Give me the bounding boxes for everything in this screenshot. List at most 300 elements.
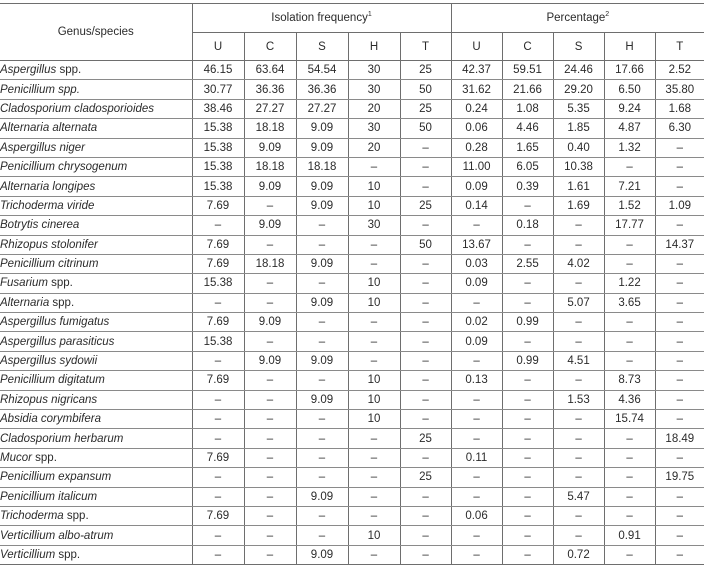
value-cell: 1.52 xyxy=(604,196,655,215)
value-cell: – xyxy=(400,487,451,506)
value-cell: 30 xyxy=(348,80,400,99)
value-cell: – xyxy=(244,390,296,409)
footnote-2-marker: 2 xyxy=(605,11,610,18)
species-name-cell xyxy=(0,506,192,525)
species-suffix: spp. xyxy=(56,64,82,77)
value-cell: 15.38 xyxy=(192,119,244,138)
value-cell: – xyxy=(192,216,244,235)
value-cell: – xyxy=(400,390,451,409)
value-cell: 15.38 xyxy=(192,274,244,293)
value-cell: – xyxy=(655,390,704,409)
value-cell: 10 xyxy=(348,371,400,390)
value-cell: 4.51 xyxy=(553,351,604,370)
species-name-cell xyxy=(0,216,192,235)
value-cell: – xyxy=(244,410,296,429)
value-cell: – xyxy=(655,274,704,293)
value-cell: 1.61 xyxy=(553,177,604,196)
subcol-header: T xyxy=(400,33,451,61)
value-cell: 1.32 xyxy=(604,138,655,157)
species-name-cell xyxy=(0,390,192,409)
species-name: Aspergillus niger xyxy=(0,141,86,154)
value-cell: 27.27 xyxy=(296,99,348,118)
species-name: Alternaria alternata xyxy=(0,122,98,135)
value-cell: – xyxy=(655,410,704,429)
value-cell: – xyxy=(244,448,296,467)
value-cell: 0.06 xyxy=(451,506,502,525)
value-cell: – xyxy=(553,506,604,525)
value-cell: – xyxy=(400,216,451,235)
footnote-1-marker: 1 xyxy=(367,11,372,18)
species-name-cell xyxy=(0,468,192,487)
value-cell: – xyxy=(192,545,244,564)
value-cell: – xyxy=(296,526,348,545)
species-name: Aspergillus sydowii xyxy=(0,355,98,368)
value-cell: – xyxy=(400,254,451,273)
value-cell: – xyxy=(348,254,400,273)
table-row xyxy=(0,410,704,429)
value-cell: – xyxy=(244,468,296,487)
value-cell: – xyxy=(400,332,451,351)
value-cell: 9.09 xyxy=(296,545,348,564)
subcol-header: T xyxy=(655,33,704,61)
species-suffix: spp. xyxy=(55,548,81,561)
value-cell: 9.09 xyxy=(244,351,296,370)
value-cell: 9.09 xyxy=(296,119,348,138)
value-cell: 30 xyxy=(348,216,400,235)
species-name-cell xyxy=(0,448,192,467)
table-row xyxy=(0,254,704,273)
value-cell: 7.21 xyxy=(604,177,655,196)
value-cell: 7.69 xyxy=(192,313,244,332)
value-cell: – xyxy=(400,138,451,157)
species-suffix: spp. xyxy=(49,296,75,309)
value-cell: – xyxy=(553,468,604,487)
value-cell: 10 xyxy=(348,177,400,196)
species-name: Rhizopus stolonifer xyxy=(0,238,98,251)
value-cell: – xyxy=(244,196,296,215)
value-cell: – xyxy=(192,293,244,312)
species-name: Cladosporium cladosporioides xyxy=(0,102,155,115)
value-cell: – xyxy=(655,526,704,545)
value-cell: 0.14 xyxy=(451,196,502,215)
species-name: Aspergillus xyxy=(0,64,57,77)
value-cell: 9.09 xyxy=(296,351,348,370)
value-cell: – xyxy=(244,235,296,254)
value-cell: 9.09 xyxy=(296,138,348,157)
value-cell: – xyxy=(400,506,451,525)
value-cell: – xyxy=(244,429,296,448)
value-cell: 0.24 xyxy=(451,99,502,118)
species-name: Penicillium citrinum xyxy=(0,258,99,271)
genus-species-header: Genus/species xyxy=(0,4,192,61)
value-cell: – xyxy=(296,448,348,467)
species-name: Penicillium chrysogenum xyxy=(0,161,128,174)
species-name: Aspergillus fumigatus xyxy=(0,316,110,329)
value-cell: – xyxy=(192,468,244,487)
species-name: Botrytis cinerea xyxy=(0,219,80,232)
table-row xyxy=(0,216,704,235)
value-cell: 4.02 xyxy=(553,254,604,273)
value-cell: – xyxy=(553,410,604,429)
value-cell: 7.69 xyxy=(192,196,244,215)
species-name: Penicillium expansum xyxy=(0,471,112,484)
value-cell: – xyxy=(400,157,451,176)
value-cell: 10 xyxy=(348,196,400,215)
value-cell: 15.38 xyxy=(192,157,244,176)
value-cell: 7.69 xyxy=(192,254,244,273)
value-cell: – xyxy=(296,429,348,448)
value-cell: 7.69 xyxy=(192,506,244,525)
value-cell: 18.49 xyxy=(655,429,704,448)
value-cell: 4.87 xyxy=(604,119,655,138)
table-row xyxy=(0,61,704,80)
value-cell: – xyxy=(400,351,451,370)
table-row xyxy=(0,138,704,157)
value-cell: – xyxy=(244,506,296,525)
species-name: Penicillium italicum xyxy=(0,490,98,503)
value-cell: – xyxy=(604,254,655,273)
value-cell: – xyxy=(296,216,348,235)
value-cell: – xyxy=(296,506,348,525)
species-name-cell xyxy=(0,487,192,506)
subcol-header: H xyxy=(604,33,655,61)
value-cell: 46.15 xyxy=(192,61,244,80)
value-cell: 42.37 xyxy=(451,61,502,80)
value-cell: 59.51 xyxy=(502,61,553,80)
value-cell: – xyxy=(400,371,451,390)
value-cell: – xyxy=(502,390,553,409)
value-cell: 0.13 xyxy=(451,371,502,390)
value-cell: – xyxy=(502,371,553,390)
species-name: Verticillium albo-atrum xyxy=(0,529,114,542)
species-name: Trichoderma viride xyxy=(0,199,95,212)
value-cell: 1.53 xyxy=(553,390,604,409)
value-cell: – xyxy=(553,313,604,332)
value-cell: – xyxy=(604,157,655,176)
table-row xyxy=(0,274,704,293)
value-cell: – xyxy=(348,429,400,448)
table-row xyxy=(0,177,704,196)
value-cell: – xyxy=(348,235,400,254)
percentage-header: Percentage$^2$ xyxy=(451,4,704,33)
value-cell: 1.65 xyxy=(502,138,553,157)
value-cell: 9.09 xyxy=(296,177,348,196)
value-cell: 10 xyxy=(348,274,400,293)
value-cell: 15.38 xyxy=(192,138,244,157)
value-cell: – xyxy=(655,254,704,273)
value-cell: 18.18 xyxy=(244,157,296,176)
value-cell: – xyxy=(502,332,553,351)
value-cell: 20 xyxy=(348,99,400,118)
subcol-header: U xyxy=(451,33,502,61)
value-cell: – xyxy=(348,351,400,370)
value-cell: – xyxy=(502,468,553,487)
value-cell: 9.09 xyxy=(296,293,348,312)
value-cell: – xyxy=(553,235,604,254)
value-cell: – xyxy=(451,545,502,564)
species-name-cell xyxy=(0,157,192,176)
value-cell: 15.38 xyxy=(192,332,244,351)
value-cell: 50 xyxy=(400,119,451,138)
value-cell: – xyxy=(655,216,704,235)
species-name: Alternaria xyxy=(0,296,50,309)
table-row xyxy=(0,506,704,525)
value-cell: – xyxy=(244,487,296,506)
species-name-cell xyxy=(0,99,192,118)
value-cell: – xyxy=(655,371,704,390)
value-cell: 18.18 xyxy=(244,254,296,273)
value-cell: – xyxy=(451,216,502,235)
value-cell: – xyxy=(244,545,296,564)
value-cell: – xyxy=(244,274,296,293)
species-name-cell xyxy=(0,274,192,293)
subcol-header: U xyxy=(192,33,244,61)
value-cell: 15.74 xyxy=(604,410,655,429)
value-cell: 0.09 xyxy=(451,332,502,351)
value-cell: – xyxy=(655,545,704,564)
species-name-cell xyxy=(0,332,192,351)
value-cell: 0.99 xyxy=(502,351,553,370)
value-cell: – xyxy=(348,545,400,564)
value-cell: – xyxy=(192,526,244,545)
value-cell: 10.38 xyxy=(553,157,604,176)
value-cell: 21.66 xyxy=(502,80,553,99)
value-cell: – xyxy=(502,487,553,506)
value-cell: – xyxy=(604,235,655,254)
value-cell: – xyxy=(553,526,604,545)
species-suffix: spp. xyxy=(31,452,57,464)
value-cell: – xyxy=(400,274,451,293)
value-cell: 5.07 xyxy=(553,293,604,312)
value-cell: – xyxy=(451,429,502,448)
value-cell: 27.27 xyxy=(244,99,296,118)
value-cell: – xyxy=(400,545,451,564)
value-cell: 8.73 xyxy=(604,371,655,390)
value-cell: 7.69 xyxy=(192,371,244,390)
value-cell: 0.40 xyxy=(553,138,604,157)
value-cell: 7.69 xyxy=(192,235,244,254)
value-cell: – xyxy=(502,526,553,545)
value-cell: – xyxy=(451,351,502,370)
value-cell: – xyxy=(192,487,244,506)
value-cell: – xyxy=(451,293,502,312)
subcol-header: S xyxy=(553,33,604,61)
value-cell: – xyxy=(348,448,400,467)
value-cell: 0.28 xyxy=(451,138,502,157)
value-cell: – xyxy=(244,332,296,351)
value-cell: 1.68 xyxy=(655,99,704,118)
value-cell: – xyxy=(502,506,553,525)
value-cell: – xyxy=(655,506,704,525)
table-row xyxy=(0,545,704,564)
value-cell: – xyxy=(192,410,244,429)
subcol-header: C xyxy=(244,33,296,61)
value-cell: 0.09 xyxy=(451,177,502,196)
value-cell: – xyxy=(553,371,604,390)
value-cell: – xyxy=(192,429,244,448)
value-cell: 30 xyxy=(348,119,400,138)
species-name-cell xyxy=(0,235,192,254)
value-cell: 25 xyxy=(400,429,451,448)
value-cell: 10 xyxy=(348,410,400,429)
value-cell: – xyxy=(400,313,451,332)
value-cell: – xyxy=(348,332,400,351)
value-cell: 25 xyxy=(400,196,451,215)
value-cell: 36.36 xyxy=(244,80,296,99)
value-cell: – xyxy=(451,410,502,429)
value-cell: 7.69 xyxy=(192,448,244,467)
species-name-cell xyxy=(0,526,192,545)
value-cell: 10 xyxy=(348,293,400,312)
value-cell: 36.36 xyxy=(296,80,348,99)
value-cell: – xyxy=(400,177,451,196)
value-cell: – xyxy=(502,293,553,312)
value-cell: – xyxy=(655,157,704,176)
value-cell: 38.46 xyxy=(192,99,244,118)
value-cell: – xyxy=(400,526,451,545)
value-cell: 1.69 xyxy=(553,196,604,215)
species-name-cell xyxy=(0,177,192,196)
species-name: Verticillium xyxy=(0,548,56,561)
species-name: Cladosporium herbarum xyxy=(0,432,124,445)
value-cell: – xyxy=(451,487,502,506)
value-cell: – xyxy=(655,313,704,332)
value-cell: – xyxy=(604,351,655,370)
value-cell: 0.06 xyxy=(451,119,502,138)
table-row xyxy=(0,526,704,545)
value-cell: – xyxy=(348,468,400,487)
value-cell: 17.66 xyxy=(604,61,655,80)
value-cell: – xyxy=(502,448,553,467)
value-cell: – xyxy=(502,545,553,564)
value-cell: 9.09 xyxy=(296,254,348,273)
species-name-cell xyxy=(0,119,192,138)
value-cell: – xyxy=(296,332,348,351)
subcol-header: C xyxy=(502,33,553,61)
table-row xyxy=(0,371,704,390)
value-cell: 9.09 xyxy=(296,390,348,409)
table-row xyxy=(0,351,704,370)
value-cell: 0.02 xyxy=(451,313,502,332)
value-cell: 1.09 xyxy=(655,196,704,215)
value-cell: 1.85 xyxy=(553,119,604,138)
value-cell: – xyxy=(502,410,553,429)
value-cell: – xyxy=(502,235,553,254)
value-cell: 35.80 xyxy=(655,80,704,99)
value-cell: 0.39 xyxy=(502,177,553,196)
value-cell: – xyxy=(655,332,704,351)
fungi-isolation-table xyxy=(0,3,704,565)
value-cell: – xyxy=(604,545,655,564)
species-name-cell xyxy=(0,429,192,448)
value-cell: 0.18 xyxy=(502,216,553,235)
value-cell: 25 xyxy=(400,99,451,118)
table-row xyxy=(0,235,704,254)
value-cell: 0.99 xyxy=(502,313,553,332)
value-cell: 2.52 xyxy=(655,61,704,80)
value-cell: – xyxy=(244,526,296,545)
value-cell: – xyxy=(348,157,400,176)
species-name-cell xyxy=(0,61,192,80)
value-cell: – xyxy=(192,351,244,370)
table-body xyxy=(0,61,704,565)
value-cell: – xyxy=(604,332,655,351)
species-name: Alternaria longipes xyxy=(0,180,96,193)
value-cell: – xyxy=(192,390,244,409)
value-cell: 4.36 xyxy=(604,390,655,409)
value-cell: – xyxy=(296,313,348,332)
value-cell: 10 xyxy=(348,526,400,545)
value-cell: 10 xyxy=(348,390,400,409)
value-cell: – xyxy=(553,448,604,467)
value-cell: – xyxy=(502,196,553,215)
value-cell: 0.72 xyxy=(553,545,604,564)
value-cell: 31.62 xyxy=(451,80,502,99)
value-cell: 1.08 xyxy=(502,99,553,118)
value-cell: 30.77 xyxy=(192,80,244,99)
species-name-cell xyxy=(0,545,192,564)
value-cell: – xyxy=(502,274,553,293)
value-cell: – xyxy=(400,293,451,312)
species-name-cell xyxy=(0,138,192,157)
value-cell: – xyxy=(502,429,553,448)
value-cell: 9.09 xyxy=(244,177,296,196)
species-name-cell xyxy=(0,313,192,332)
value-cell: – xyxy=(655,177,704,196)
value-cell: 1.22 xyxy=(604,274,655,293)
value-cell: 9.24 xyxy=(604,99,655,118)
value-cell: 0.09 xyxy=(451,274,502,293)
value-cell: – xyxy=(348,313,400,332)
value-cell: – xyxy=(604,429,655,448)
value-cell: – xyxy=(604,506,655,525)
value-cell: 18.18 xyxy=(244,119,296,138)
table-row xyxy=(0,99,704,118)
species-name-cell xyxy=(0,351,192,370)
value-cell: – xyxy=(451,390,502,409)
value-cell: 50 xyxy=(400,80,451,99)
species-name: Rhizopus nigricans xyxy=(0,393,98,406)
table-row xyxy=(0,429,704,448)
species-name: Trichoderma xyxy=(0,510,64,523)
table-row xyxy=(0,313,704,332)
subcol-header: H xyxy=(348,33,400,61)
value-cell: – xyxy=(655,351,704,370)
value-cell: 0.03 xyxy=(451,254,502,273)
value-cell: 19.75 xyxy=(655,468,704,487)
species-name-cell xyxy=(0,80,192,99)
value-cell: – xyxy=(348,506,400,525)
value-cell: 0.91 xyxy=(604,526,655,545)
value-cell: 9.09 xyxy=(296,487,348,506)
value-cell: 9.09 xyxy=(296,196,348,215)
value-cell: – xyxy=(296,274,348,293)
value-cell: – xyxy=(296,468,348,487)
value-cell: 18.18 xyxy=(296,157,348,176)
value-cell: – xyxy=(655,448,704,467)
value-cell: – xyxy=(655,138,704,157)
species-name: Aspergillus parasiticus xyxy=(0,335,115,348)
value-cell: – xyxy=(451,526,502,545)
species-name: Absidia corymbifera xyxy=(0,413,101,426)
value-cell: 9.09 xyxy=(244,313,296,332)
value-cell: 24.46 xyxy=(553,61,604,80)
value-cell: 13.67 xyxy=(451,235,502,254)
value-cell: – xyxy=(553,274,604,293)
table-row xyxy=(0,196,704,215)
value-cell: 14.37 xyxy=(655,235,704,254)
table-row xyxy=(0,390,704,409)
